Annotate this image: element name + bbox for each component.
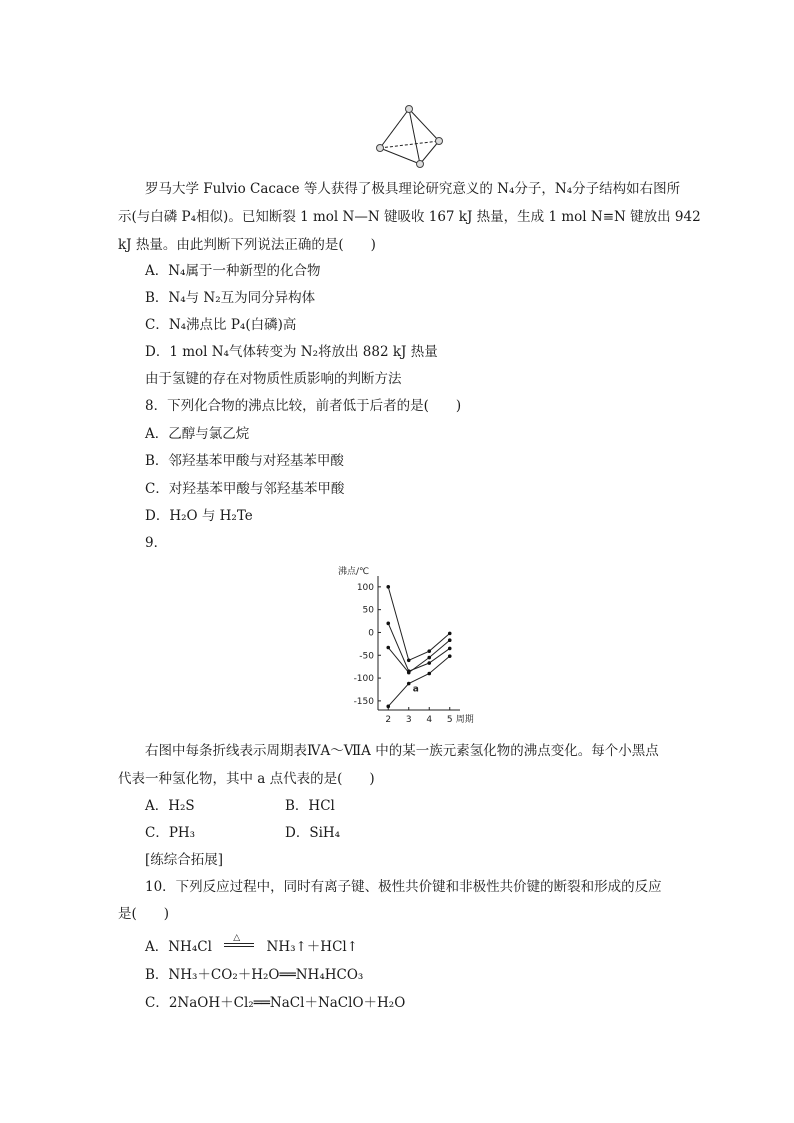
- q8-option-a: A．乙醇与氯乙烷: [145, 426, 250, 442]
- series-line-4: [388, 656, 450, 706]
- y-tick-label: 100: [356, 582, 374, 593]
- q8-stem: 8．下列化合物的沸点比较，前者低于后者的是( ): [145, 398, 462, 414]
- q9-para-line-1: 右图中每条折线表示周期表ⅣA～ⅦA 中的某一族元素氢化物的沸点变化。每个小黑点: [145, 743, 659, 759]
- data-point: [427, 649, 431, 653]
- q9-number: 9．: [145, 535, 168, 551]
- data-point: [386, 585, 390, 589]
- data-point: [427, 672, 431, 676]
- data-point: [448, 654, 452, 658]
- point-a-label: a: [412, 684, 419, 695]
- data-point: [407, 671, 411, 675]
- q7-option-c: C．N₄沸点比 P₄(白磷)高: [145, 317, 297, 333]
- section-comprehensive: [练综合拓展]: [145, 852, 224, 868]
- q8-option-c: C．对羟基苯甲酸与邻羟基苯甲酸: [145, 481, 345, 497]
- data-point: [427, 661, 431, 665]
- reaction-arrow: [222, 933, 256, 952]
- data-point: [407, 658, 411, 662]
- boiling-point-chart: [330, 560, 490, 730]
- x-tick-label: 3: [405, 715, 412, 725]
- x-tick-label: 4: [426, 715, 433, 725]
- data-point: [386, 705, 390, 709]
- y-tick-label: 0: [368, 628, 374, 639]
- data-point: [407, 682, 411, 686]
- q10-option-a-products: NH₃↑＋HCl↑: [266, 939, 359, 955]
- q10-option-c: C．2NaOH＋Cl₂══NaCl＋NaClO＋H₂O: [145, 995, 406, 1011]
- q10-stem-line-1: 10．下列反应过程中，同时有离子键、极性共价键和非极性共价键的断裂和形成的反应: [145, 879, 662, 895]
- x-tick-label: 2: [385, 715, 392, 725]
- y-tick-label: 50: [362, 605, 374, 616]
- q9-para-line-2: 代表一种氢化物，其中 a 点代表的是( ): [118, 771, 375, 787]
- q7-para-line-1: 罗马大学 Fulvio Cacace 等人获得了极具理论研究意义的 N₄分子，N₄分子结构如右图所: [145, 181, 681, 197]
- n4-tetrahedron-figure: [370, 100, 455, 175]
- y-tick-label: -150: [353, 696, 374, 707]
- q7-option-b: B．N₄与 N₂互为同分异构体: [145, 290, 316, 306]
- q8-option-d: D．H₂O 与 H₂Te: [145, 508, 253, 524]
- y-tick-label: -50: [359, 651, 374, 662]
- q9-option-a: A．H₂S: [145, 798, 195, 814]
- q8-option-b: B．邻羟基苯甲酸与对羟基苯甲酸: [145, 453, 344, 469]
- x-tick-label: 5: [446, 715, 453, 725]
- q7-para-line-2: 示(与白磷 P₄相似)。已知断裂 1 mol N—N 键吸收 167 kJ 热量，生成 1 mol N≡N 键放出 942: [118, 209, 701, 225]
- data-point: [448, 632, 452, 636]
- q9-option-d: D．SiH₄: [285, 825, 341, 841]
- data-point: [386, 646, 390, 650]
- q9-option-b: B．HCl: [285, 798, 335, 814]
- section-hydrogen-bond: 由于氢键的存在对物质性质影响的判断方法: [145, 371, 402, 387]
- data-point: [427, 656, 431, 660]
- q10-stem-line-2: 是( ): [118, 906, 170, 922]
- q10-option-a: [145, 933, 359, 956]
- heat-condition: △: [233, 933, 241, 943]
- q9-option-c: C．PH₃: [145, 825, 196, 841]
- y-tick-label: -100: [353, 674, 374, 685]
- q7-para-line-3: kJ 热量。由此判断下列说法正确的是( ): [118, 237, 376, 253]
- q10-option-b: B．NH₃＋CO₂＋H₂O══NH₄HCO₃: [145, 967, 364, 983]
- data-point: [386, 622, 390, 626]
- data-point: [448, 647, 452, 651]
- q7-option-d: D．1 mol N₄气体转变为 N₂将放出 882 kJ 热量: [145, 344, 438, 360]
- q10-option-a-reactant: A．NH₄Cl: [145, 939, 212, 955]
- data-point: [448, 638, 452, 642]
- series-line-1: [388, 587, 450, 660]
- y-axis-label: 沸点/℃: [338, 567, 370, 577]
- x-axis-label: 周期: [455, 715, 474, 725]
- q7-option-a: A．N₄属于一种新型的化合物: [145, 263, 321, 279]
